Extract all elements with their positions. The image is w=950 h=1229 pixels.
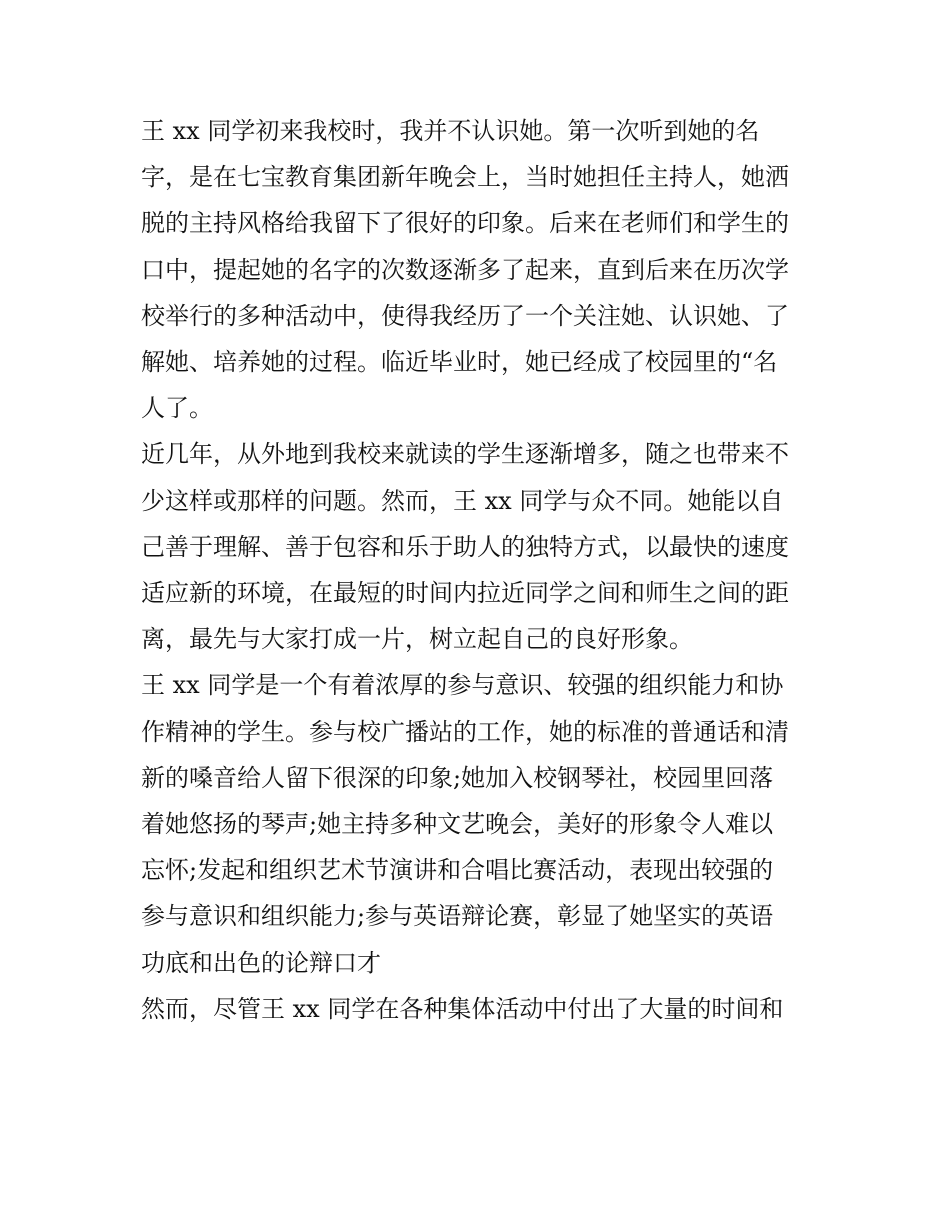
text-line: 忘怀;发起和组织艺术节演讲和合唱比赛活动，表现出较强的 <box>141 856 774 885</box>
text-line: 适应新的环境，在最短的时间内拉近同学之间和师生之间的距 <box>141 579 789 608</box>
document-body <box>141 108 821 1032</box>
text-line: 新的嗓音给人留下很深的印象;她加入校钢琴社，校园里回落 <box>141 763 774 792</box>
text-line: 校举行的多种活动中，使得我经历了一个关注她、认识她、了 <box>141 301 789 330</box>
text-line: 解她、培养她的过程。临近毕业时，她已经成了校园里的“名 <box>141 348 778 377</box>
text-line: 作精神的学生。参与校广播站的工作，她的标准的普通话和清 <box>141 717 789 746</box>
text-line: 少这样或那样的问题。然而，王 xx 同学与众不同。她能以自 <box>141 486 784 515</box>
text-line: 离，最先与大家打成一片，树立起自己的良好形象。 <box>141 625 693 654</box>
text-line: 参与意识和组织能力;参与英语辩论赛，彰显了她坚实的英语 <box>141 902 774 931</box>
text-line: 然而，尽管王 xx 同学在各种集体活动中付出了大量的时间和 <box>141 994 784 1023</box>
text-line: 脱的主持风格给我留下了很好的印象。后来在老师们和学生的 <box>141 209 789 238</box>
text-line: 字，是在七宝教育集团新年晚会上，当时她担任主持人，她洒 <box>141 163 789 192</box>
paragraph-1 <box>141 108 821 431</box>
text-line: 己善于理解、善于包容和乐于助人的独特方式，以最快的速度 <box>141 532 789 561</box>
paragraph-3 <box>141 662 821 985</box>
text-line: 王 xx 同学初来我校时，我并不认识她。第一次听到她的名 <box>141 117 760 145</box>
text-line: 功底和出色的论辩口才 <box>141 948 381 977</box>
text-line: 王 xx 同学是一个有着浓厚的参与意识、较强的组织能力和协 <box>141 671 784 700</box>
text-line: 着她悠扬的琴声;她主持多种文艺晚会，美好的形象令人难以 <box>141 810 774 839</box>
paragraph-4 <box>141 986 821 1032</box>
paragraph-2 <box>141 431 821 662</box>
text-line: 人了。 <box>141 394 213 423</box>
text-line: 近几年，从外地到我校来就读的学生逐渐增多，随之也带来不 <box>141 440 789 469</box>
text-line: 口中，提起她的名字的次数逐渐多了起来，直到后来在历次学 <box>141 255 789 284</box>
